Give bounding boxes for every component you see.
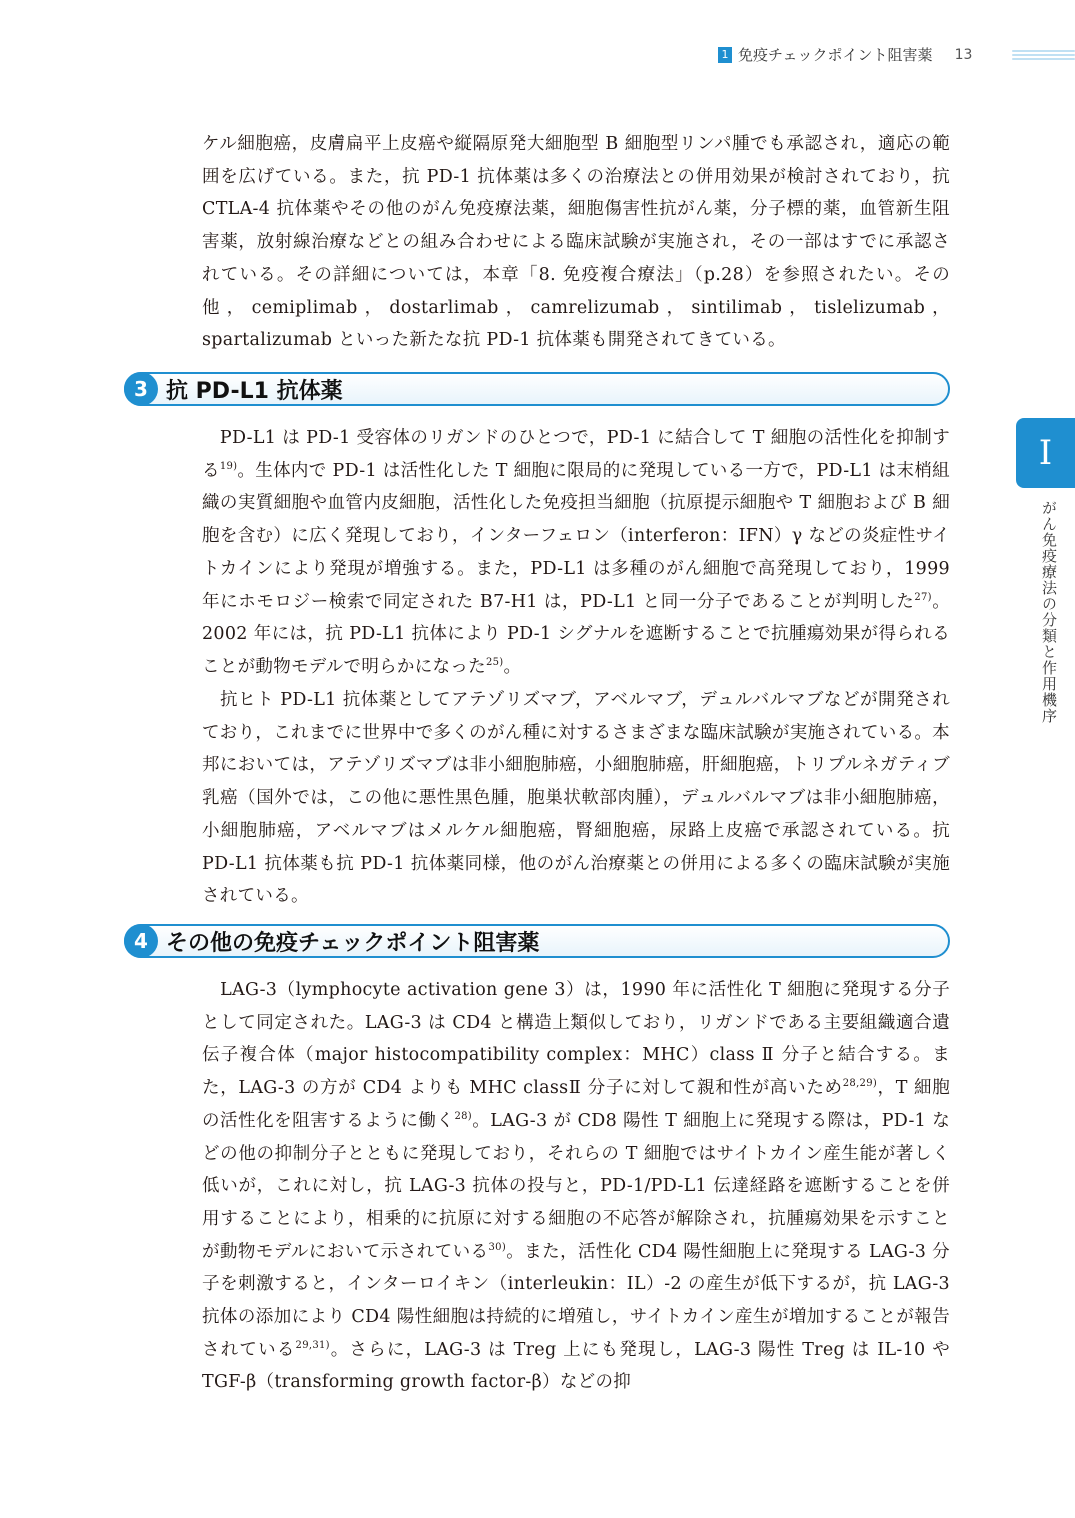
section-4-heading [124, 924, 950, 958]
reference-superscript: 28,29) [842, 1078, 878, 1090]
chapter-number-badge: 1 [718, 47, 732, 63]
section-tab-label: がん免疫療法の分類と作用機序 [1040, 500, 1058, 724]
reference-superscript: 27) [914, 591, 932, 603]
reference-superscript: 29,31) [295, 1339, 330, 1351]
section-3-number: 3 [124, 372, 158, 406]
reference-superscript: 25) [485, 657, 504, 669]
reference-superscript: 30) [488, 1241, 507, 1253]
intro-paragraph: ケル細胞癌，皮膚扁平上皮癌や縦隔原発大細胞型 B 細胞型リンパ腫でも承認され，適応の範囲を広げている。また，抗 PD-1 抗体薬は多くの治療法との併用効果が検討されており，抗 CTLA-4 抗体薬やその他のがん免疫療法薬，細胞傷害性抗がん薬，分子標的薬，血管新生阻害薬，放射線治療などとの組み合わせによる臨床試験が実施され，その一部はすでに承認されている。その詳細については，本章「8. 免疫複合療法」（p.28）を参照されたい。その他，cemiplimab，dostarlimab，camrelizumab，sintilimab，tislelizumab，spartalizumab といった新たな抗 PD-1 抗体薬も開発されてきている。 [202, 134, 950, 351]
chapter-title: 免疫チェックポイント阻害薬 [738, 46, 933, 64]
section-3-paragraph-1: PD-L1 は PD-1 受容体のリガンドのひとつで，PD-1 に結合して T 細胞の活性化を抑制する$^{19)}$。生体内で PD-1 は活性化した T 細胞に限局的に発現している一方で，PD-L1 は末梢組織の実質細胞や血管内皮細胞，活性化した免疫担当細胞（抗原提示細胞や T 細胞および B 細胞を含む）に広く発現しており，インターフェロン（interferon：IFN）γ などの炎症性サイトカインにより発現が増強する。また，PD-L1 は多種のがん細胞で高発現しており，1999 年にホモロジー検索で同定された B7-H1 は，PD-L1 と同一分子であることが判明した$^{27)}$。2002 年には，抗 PD-L1 抗体により PD-1 シグナルを遮断することで抗腫瘍効果が得られることが動物モデルで明らかになった$^{25)}$。 [202, 428, 950, 677]
section-tab: I [1016, 418, 1075, 488]
running-header [718, 44, 972, 65]
page-number: 13 [954, 46, 973, 63]
reference-superscript: 19) [219, 460, 238, 472]
section-3-heading [124, 372, 950, 406]
section-3-title: 抗 PD-L1 抗体薬 [166, 378, 343, 404]
section-4-number: 4 [124, 924, 158, 958]
section-4-title: その他の免疫チェックポイント阻害薬 [166, 930, 540, 956]
section-4-paragraph-1: LAG-3（lymphocyte activation gene 3）は，1990 年に活性化 T 細胞に発現する分子として同定された。LAG-3 は CD4 と構造上類似しており，リガンドである主要組織適合遺伝子複合体（major histocompatibility complex：MHC）class Ⅱ 分子と結合する。また，LAG-3 の方が CD4 よりも MHC classⅡ 分子に対して親和性が高いため$^{28,29)}$，T 細胞の活性化を阻害するように働く$^{28)}$。LAG-3 が CD8 陽性 T 細胞上に発現する際は，PD-1 などの他の抑制分子とともに発現しており，それらの T 細胞ではサイトカイン産生能が著しく低いが，これに対し，抗 LAG-3 抗体の投与と，PD-1/PD-L1 伝達経路を遮断することを併用することにより，相乗的に抗原に対する細胞の不応答が解除され，抗腫瘍効果を示すことが動物モデルにおいて示されている$^{30)}$。また，活性化 CD4 陽性細胞上に発現する LAG-3 分子を刺激すると，インターロイキン（interleukin：IL）-2 の産生が低下するが，抗 LAG-3 抗体の添加により CD4 陽性細胞は持続的に増殖し，サイトカイン産生が増加することが報告されている$^{29,31)}$。さらに，LAG-3 は Treg 上にも発現し，LAG-3 陽性 Treg は IL-10 や TGF-β（transforming growth factor-β）などの抑 [202, 980, 951, 1393]
header-rule-decoration [1012, 50, 1075, 62]
reference-superscript: 28) [454, 1110, 472, 1122]
section-3-paragraph-2: 抗ヒト PD-L1 抗体薬としてアテゾリズマブ，アベルマブ，デュルバルマブなどが開発されており，これまでに世界中で多くのがん種に対するさまざまな臨床試験が実施されている。本邦においては，アテゾリズマブは非小細胞肺癌，小細胞肺癌，肝細胞癌，トリプルネガティブ乳癌（国外では，この他に悪性黒色腫，胞巣状軟部肉腫），デュルバルマブは非小細胞肺癌，小細胞肺癌，アベルマブはメルケル細胞癌，腎細胞癌，尿路上皮癌で承認されている。抗 PD-L1 抗体薬も抗 PD-1 抗体薬同様，他のがん治療薬との併用による多くの臨床試験が実施されている。 [202, 690, 950, 907]
